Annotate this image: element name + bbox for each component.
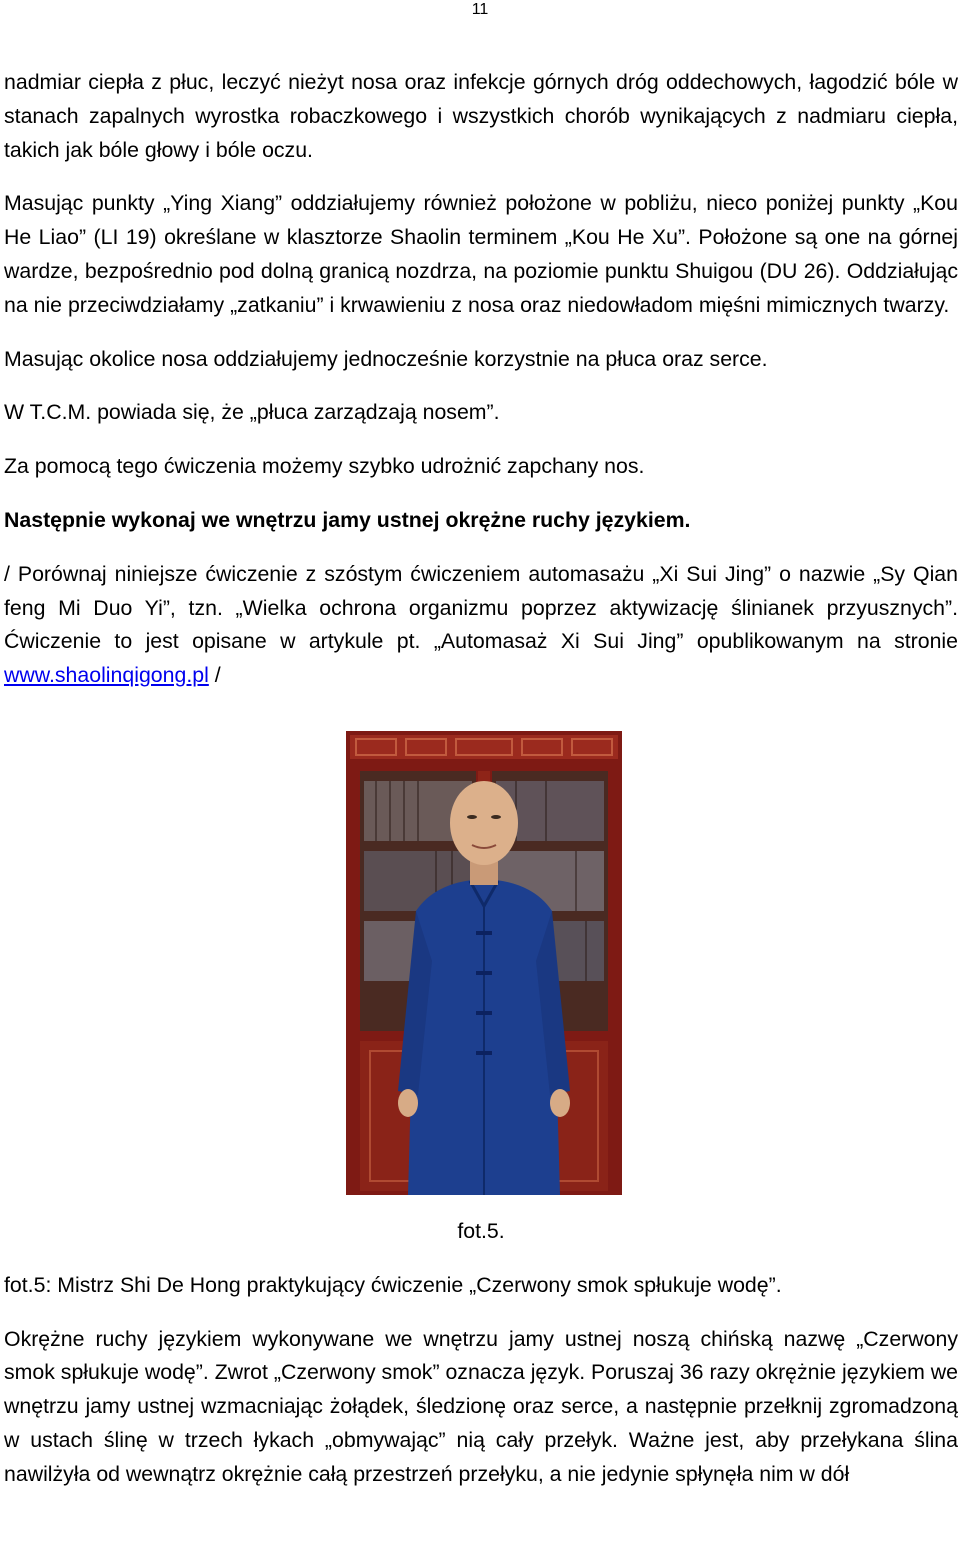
compare-end: / bbox=[208, 663, 221, 688]
paragraph-heat: nadmiar ciepła z płuc, leczyć nieżyt nosa oraz infekcje górnych dróg oddechowych, łagodzić bóle w stanach zapalnych wyrostka robaczkowego i wszystkich chorób wynikających z nadmiaru ciepła, takich jak bóle głowy i bóle oczu. bbox=[4, 70, 958, 162]
paragraph-kou-he-liao: Masując punkty „Ying Xiang” oddziałujemy również położone w pobliżu, nieco poniżej punkty „Kou He Liao” (LI 19) określane w klasztorze Shaolin terminem „Kou He Xu”. Położone są one na górnej wardze, bezpośrednio pod dolną granicą nozdrza, na poziomie punktu Shuigou (DU 26). Oddziałując na nie przeciwdziałamy „zatkaniu” i krwawieniu z nosa oraz niedowładom mięśni mimicznych twarzy. bbox=[4, 191, 958, 317]
paragraph-compare bbox=[4, 558, 958, 693]
figure-caption: fot.5: Mistrz Shi De Hong praktykujący ćwiczenie „Czerwony smok spłukuje wodę”. bbox=[4, 1272, 782, 1297]
paragraph-tcm: W T.C.M. powiada się, że „płuca zarządzają nosem”. bbox=[4, 400, 500, 425]
paragraph-red-dragon: Okrężne ruchy językiem wykonywane we wnętrzu jamy ustnej noszą chińską nazwę „Czerwony smok spłukuje wodę”. Zwrot „Czerwony smok” oznacza język. Poruszaj 36 razy okrężnie językiem we wnętrzu jamy ustnej wzmacniając żołądek, śledzionę oraz serce, a następnie przełknij zgromadzoną w ustach ślinę w trzech łykach „obmywając” nią cały przełyk. Ważne jest, aby przełykana ślina nawilżyła od wewnątrz okrężnie całą przestrzeń przełyku, a nie jedynie spłynęła nim w dół bbox=[4, 1326, 958, 1486]
paragraph-instruction-bold: Następnie wykonaj we wnętrzu jamy ustnej okrężne ruchy językiem. bbox=[4, 507, 691, 532]
figure bbox=[4, 731, 958, 1195]
document-body bbox=[4, 66, 958, 1492]
compare-text: / Porównaj niniejsze ćwiczenie z szóstym ćwiczeniem automasażu „Xi Sui Jing” o nazwie „Sy Qian feng Mi Duo Yi”, tzn. „Wielka ochrona organizmu poprzez aktywizację ślinianek przyusznych”. Ćwiczenie to jest opisane w artykule pt. „Automasaż Xi Sui Jing” opublikowanym na stronie bbox=[4, 561, 958, 654]
master-photo bbox=[346, 731, 622, 1195]
figure-label: fot.5. bbox=[457, 1218, 505, 1243]
paragraph-unblock-nose: Za pomocą tego ćwiczenia możemy szybko udrożnić zapchany nos. bbox=[4, 454, 645, 479]
paragraph-nose-massage: Masując okolice nosa oddziałujemy jednocześnie korzystnie na płuca oraz serce. bbox=[4, 346, 768, 371]
shaolinqigong-link[interactable]: www.shaolinqigong.pl bbox=[4, 663, 209, 688]
page-number: 11 bbox=[471, 1, 489, 18]
